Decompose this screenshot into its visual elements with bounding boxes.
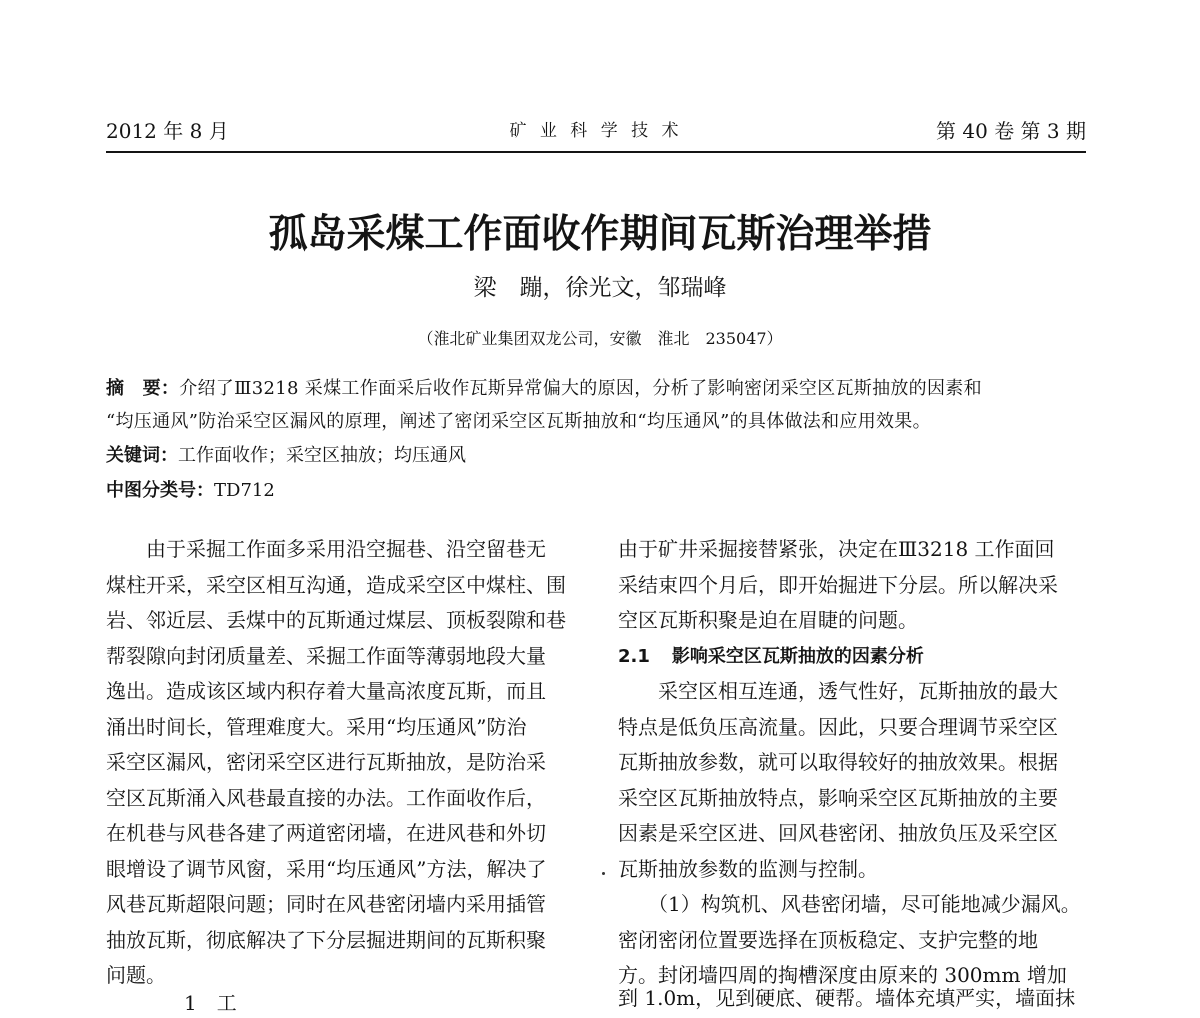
cut-off-line: 到 1.0m，见到硬底、硬帮。墙体充填严实，墙面抹 bbox=[618, 986, 1076, 1010]
volume-issue: 第 40 卷 第 3 期 bbox=[936, 119, 1086, 143]
scan-speck bbox=[602, 872, 605, 875]
paragraph-line: 密闭密闭位置要选择在顶板稳定、支护完整的地 bbox=[618, 927, 1038, 952]
body-column-right bbox=[618, 532, 1088, 994]
paragraph-line: 方。封闭墙四周的掏槽深度由原来的 300mm 增加 bbox=[618, 963, 1067, 987]
classification-text: TD712 bbox=[214, 480, 275, 501]
paragraph-line: 眼增设了调节风窗，采用“均压通风”方法，解决了 bbox=[106, 856, 547, 881]
keywords-label: 关键词： bbox=[106, 445, 178, 466]
paragraph-line: 由于矿井采掘接替紧张，决定在Ⅲ3218 工作面回 bbox=[618, 537, 1055, 561]
paragraph-line: 瓦斯抽放参数，就可以取得较好的抽放效果。根据 bbox=[618, 750, 1058, 774]
paragraph-line: 抽放瓦斯，彻底解决了下分层掘进期间的瓦斯积聚 bbox=[106, 927, 546, 952]
paragraph-line: 岩、邻近层、丢煤中的瓦斯通过煤层、顶板裂隙和巷 bbox=[106, 608, 566, 632]
paragraph-line: 问题。 bbox=[106, 963, 166, 987]
cut-off-heading: 1 工 bbox=[184, 991, 237, 1015]
paragraph-line: 采空区漏风，密闭采空区进行瓦斯抽放，是防治采 bbox=[106, 750, 546, 774]
section-number: 2.1 bbox=[618, 645, 650, 667]
journal-name: 矿 业 科 学 技 术 bbox=[509, 121, 683, 141]
paragraph-line: 瓦斯抽放参数的监测与控制。 bbox=[618, 856, 878, 881]
paragraph-line: 采空区相互连通，透气性好，瓦斯抽放的最大 bbox=[618, 679, 1058, 703]
paragraph-line: 采结束四个月后，即开始掘进下分层。所以解决采 bbox=[618, 572, 1058, 597]
paragraph-line: 涌出时间长，管理难度大。采用“均压通风”防治 bbox=[106, 714, 527, 739]
abstract-line-1 bbox=[106, 372, 1086, 405]
section-heading bbox=[618, 639, 1088, 675]
author-list: 梁 蹦，徐光文，邹瑞峰 bbox=[473, 275, 727, 301]
issue-date: 2012 年 8 月 bbox=[106, 119, 229, 143]
paragraph-line: 在机巷与风巷各建了两道密闭墙，在进风巷和外切 bbox=[106, 821, 546, 845]
keywords-text: 工作面收作；采空区抽放；均压通风 bbox=[178, 445, 466, 466]
article-title: 孤岛采煤工作面收作期间瓦斯治理举措 bbox=[268, 211, 932, 257]
abstract-text-1: 介绍了Ⅲ3218 采煤工作面采后收作瓦斯异常偏大的原因，分析了影响密闭采空区瓦斯抽放的因素和 bbox=[179, 378, 982, 399]
paragraph-line: 因素是采空区进、回风巷密闭、抽放负压及采空区 bbox=[618, 821, 1058, 845]
paragraph-line: 逸出。造成该区域内积存着大量高浓度瓦斯，而且 bbox=[106, 679, 546, 703]
classification-label: 中图分类号： bbox=[106, 480, 214, 501]
paragraph-line: 空区瓦斯涌入风巷最直接的办法。工作面收作后， bbox=[106, 785, 546, 810]
author-affiliation: （淮北矿业集团双龙公司，安徽 淮北 235047） bbox=[417, 329, 783, 348]
paragraph-line: 风巷瓦斯超限问题；同时在风巷密闭墙内采用插管 bbox=[106, 892, 546, 916]
paragraph-line: 由于采掘工作面多采用沿空掘巷、沿空留巷无 bbox=[106, 537, 546, 561]
paragraph-line: 帮裂隙向封闭质量差、采掘工作面等薄弱地段大量 bbox=[106, 643, 546, 668]
paragraph-line: 特点是低负压高流量。因此，只要合理调节采空区 bbox=[618, 714, 1058, 739]
classification-number bbox=[106, 476, 275, 506]
abstract-label: 摘 要： bbox=[106, 378, 180, 399]
section-title: 影响采空区瓦斯抽放的因素分析 bbox=[671, 645, 924, 667]
paragraph-line: 煤柱开采，采空区相互沟通，造成采空区中煤柱、围 bbox=[106, 572, 566, 597]
paragraph-line: 采空区瓦斯抽放特点，影响采空区瓦斯抽放的主要 bbox=[618, 785, 1058, 810]
keywords bbox=[106, 441, 466, 471]
body-column-left bbox=[106, 532, 576, 994]
abstract bbox=[106, 372, 1086, 438]
paragraph-line: 空区瓦斯积聚是迫在眉睫的问题。 bbox=[618, 608, 918, 632]
abstract-line-2: “均压通风”防治采空区漏风的原理，阐述了密闭采空区瓦斯抽放和“均压通风”的具体做法和应用效果。 bbox=[106, 411, 931, 432]
running-header bbox=[106, 118, 1086, 148]
paragraph-line: （1）构筑机、风巷密闭墙，尽可能地减少漏风。 bbox=[618, 892, 1081, 916]
header-rule bbox=[106, 151, 1086, 153]
